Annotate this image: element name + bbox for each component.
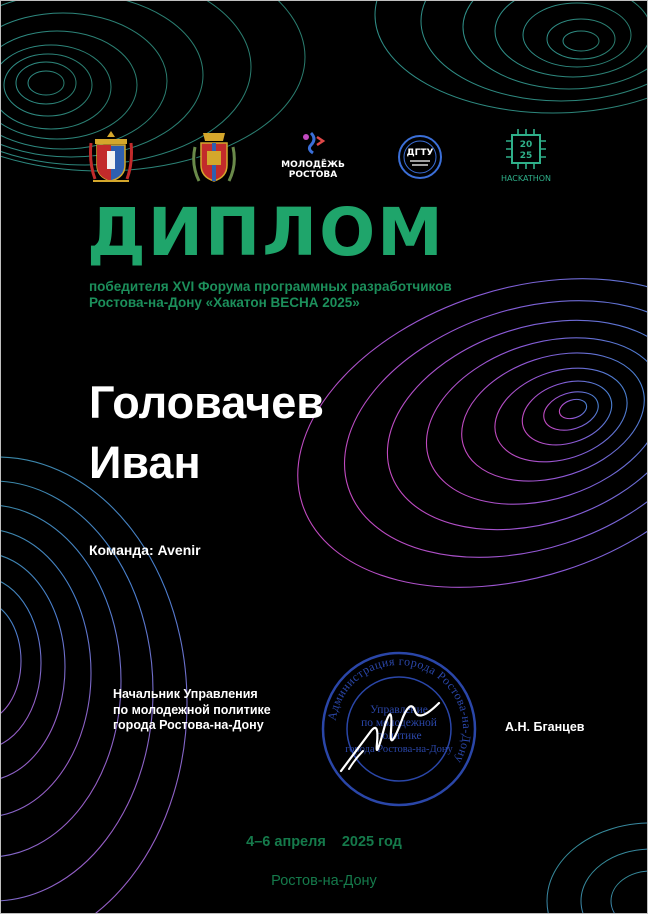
rostov-oblast-coat-of-arms-icon bbox=[89, 129, 133, 185]
rostov-city-coat-of-arms-icon bbox=[191, 129, 237, 185]
hackathon-logo-icon bbox=[491, 129, 561, 185]
diploma-subtitle bbox=[89, 279, 559, 311]
seal-center-line-3: политике bbox=[376, 730, 422, 742]
subtitle-line-2: Ростова-на-Дону «Хакатон ВЕСНА 2025» bbox=[89, 295, 360, 310]
partner-logos-row bbox=[1, 129, 647, 189]
signer-position-line-3: города Ростова-на-Дону bbox=[113, 718, 264, 732]
event-days: 4–6 апреля bbox=[246, 834, 326, 850]
event-dates bbox=[1, 834, 647, 850]
signer-position-line-1: Начальник Управления bbox=[113, 687, 258, 701]
seal-center-line-2: по молодежной bbox=[361, 717, 437, 729]
team-name: Команда: Avenir bbox=[89, 542, 201, 558]
signer-name: А.Н. Бганцев bbox=[505, 720, 585, 734]
contour-top-right bbox=[375, 1, 647, 113]
signer-position bbox=[113, 687, 313, 734]
hackathon-logo-year-bottom: 25 bbox=[519, 151, 533, 161]
official-seal-stamp bbox=[319, 651, 479, 807]
signer-position-line-2: по молодежной политике bbox=[113, 702, 271, 717]
hackathon-logo-year-top: 20 bbox=[519, 140, 533, 150]
diploma-title: ДИПЛОМ bbox=[87, 194, 445, 271]
recipient-given-name: Иван bbox=[89, 437, 201, 488]
recipient-name bbox=[89, 373, 324, 493]
seal-center-line-1: Управление bbox=[370, 704, 428, 716]
recipient-surname: Головачев bbox=[89, 377, 324, 428]
molodezh-rostova-logo-text: МОЛОДЁЖЬ РОСТОВА bbox=[281, 160, 345, 180]
subtitle-line-1: победителя XVI Форума программных разработчиков bbox=[89, 279, 452, 294]
molodezh-rostova-logo-icon bbox=[271, 129, 355, 185]
dgtu-logo-icon bbox=[396, 129, 444, 185]
hackathon-logo-text: HACKATHON bbox=[500, 174, 552, 183]
event-city: Ростов-на-Дону bbox=[271, 873, 377, 889]
seal-center-line-4: города Ростова-на-Дону bbox=[345, 744, 453, 755]
event-year: 2025 год bbox=[341, 834, 402, 850]
dgtu-logo-text: ДГТУ bbox=[406, 148, 434, 158]
seal-ring-text: Администрация города Ростова-на-Дону bbox=[324, 653, 475, 766]
